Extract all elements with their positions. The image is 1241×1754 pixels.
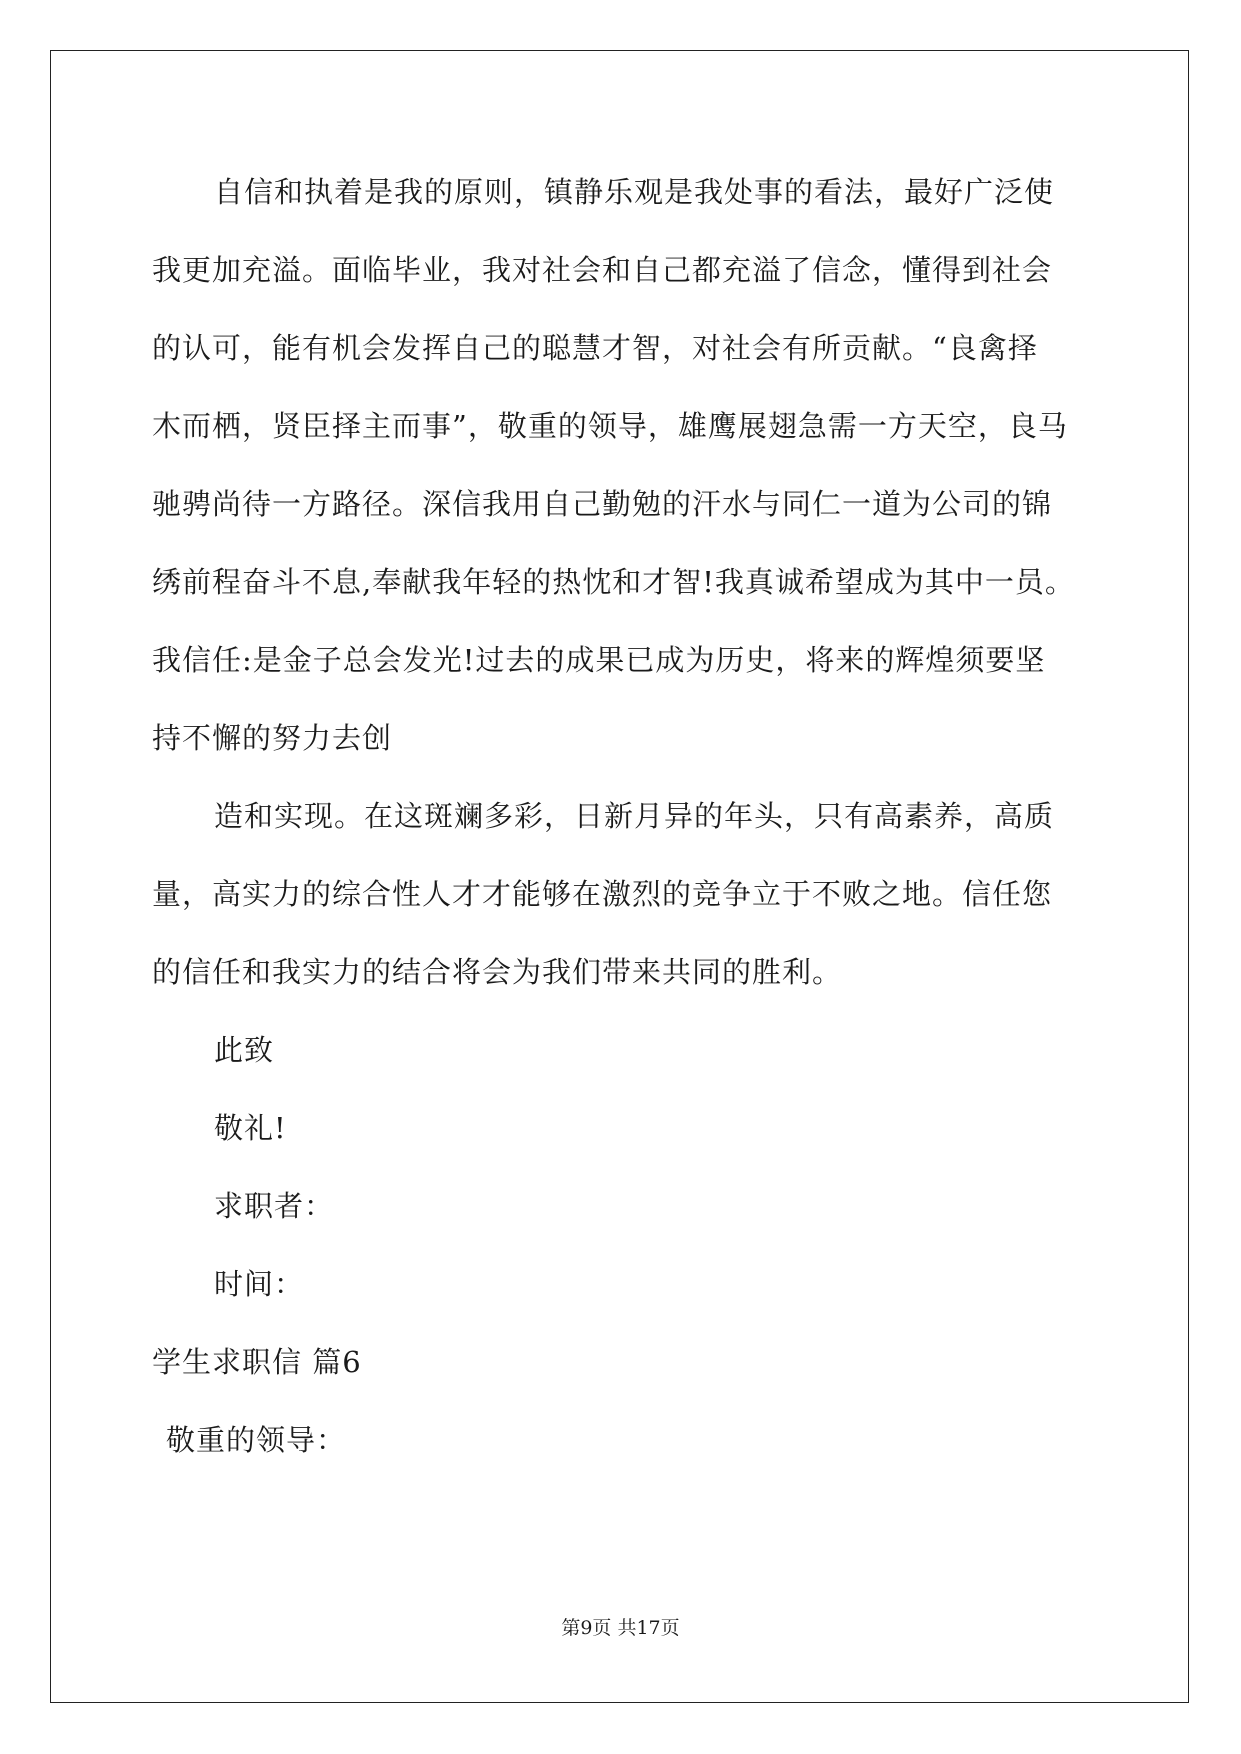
salutation-text: 敬重的领导： [166, 1423, 347, 1457]
section-heading: 学生求职信 篇6 [152, 1345, 362, 1379]
paragraph-line: 持不懈的努力去创 [152, 721, 393, 755]
page-number-footer: 第9页 共17页 [561, 1617, 680, 1639]
paragraph-line: 量，高实力的综合性人才才能够在激烈的竞争立于不败之地。信任您 [152, 877, 1053, 911]
applicant-label: 求职者： [214, 1189, 335, 1223]
paragraph-line: 的信任和我实力的结合将会为我们带来共同的胜利。 [152, 955, 843, 989]
regards-text: 敬礼! [214, 1111, 287, 1145]
paragraph-line: 我信任:是金子总会发光!过去的成果已成为历史，将来的辉煌须要坚 [152, 643, 1046, 677]
paragraph-line: 驰骋尚待一方路径。深信我用自己勤勉的汗水与同仁一道为公司的锦 [152, 487, 1053, 521]
paragraph-line: 我更加充溢。面临毕业，我对社会和自己都充溢了信念，懂得到社会 [152, 253, 1053, 287]
paragraph-line: 木而栖，贤臣择主而事”，敬重的领导，雄鹰展翅急需一方天空，良马 [152, 409, 1068, 443]
paragraph-line: 自信和执着是我的原则，镇静乐观是我处事的看法，最好广泛使 [214, 175, 1055, 209]
date-label: 时间： [214, 1267, 305, 1301]
closing-text: 此致 [214, 1033, 275, 1067]
paragraph-line: 的认可，能有机会发挥自己的聪慧才智，对社会有所贡献。“良禽择 [152, 331, 1038, 365]
paragraph-line: 造和实现。在这斑斓多彩，日新月异的年头，只有高素养，高质 [214, 799, 1055, 833]
paragraph-line: 绣前程奋斗不息,奉献我年轻的热忱和才智!我真诚希望成为其中一员。 [152, 565, 1075, 599]
